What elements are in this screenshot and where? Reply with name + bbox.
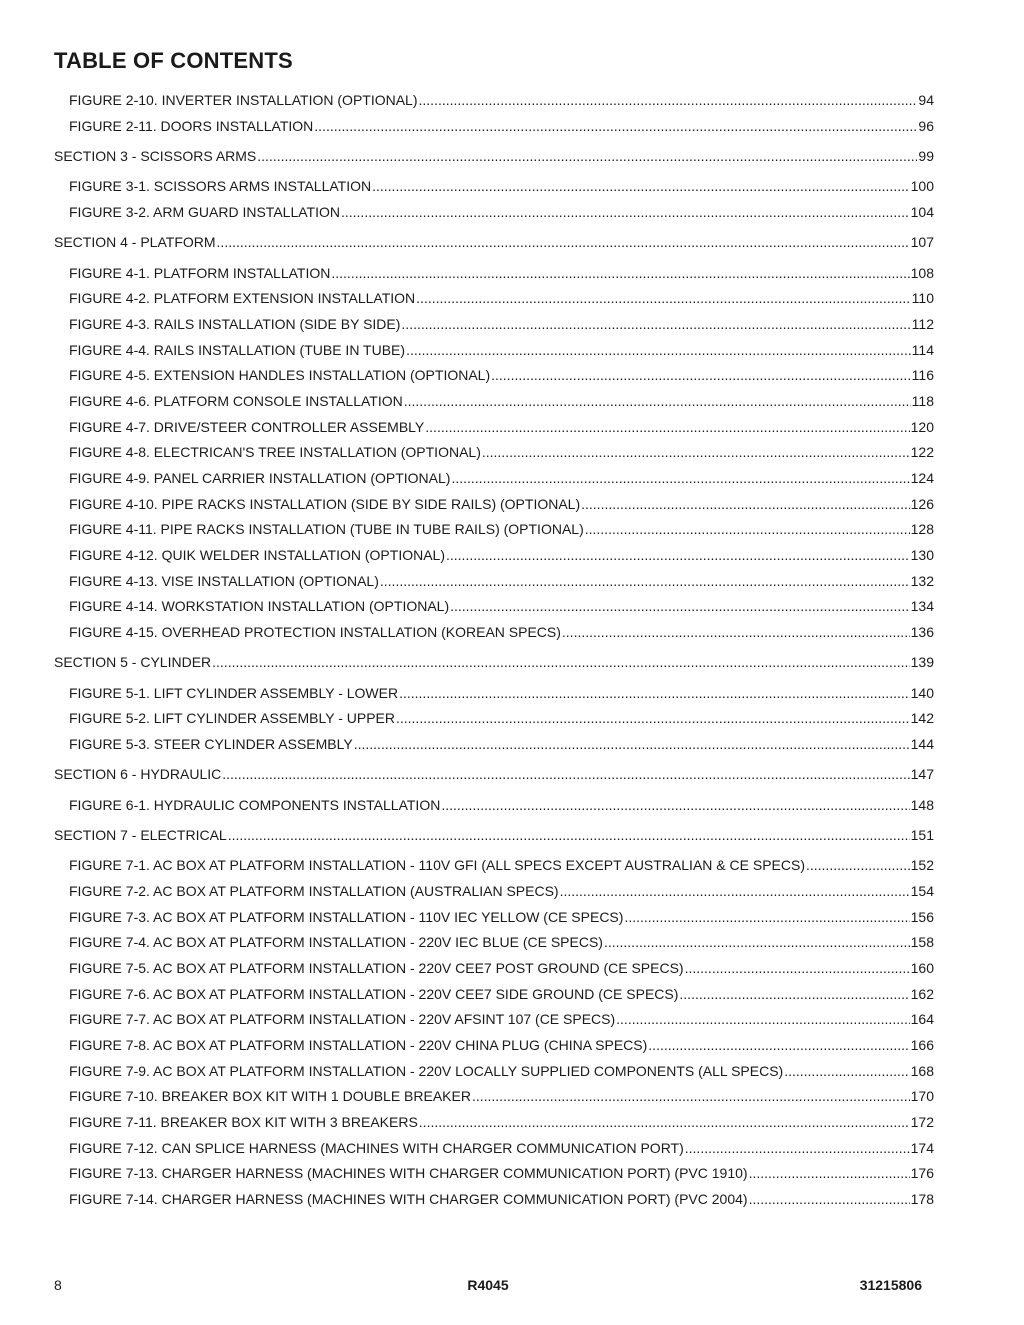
toc-dot-leader <box>331 261 909 287</box>
toc-dot-leader <box>380 569 910 595</box>
toc-dot-leader <box>212 650 910 676</box>
toc-entry-page: 126 <box>910 495 934 512</box>
toc-entry-page: 168 <box>910 1062 934 1079</box>
toc-figure-entry[interactable] <box>54 681 934 707</box>
toc-figure-entry[interactable] <box>54 793 934 819</box>
toc-dot-leader <box>560 879 910 905</box>
toc-entry-page: 134 <box>910 598 934 615</box>
toc-dot-leader <box>749 1161 910 1187</box>
toc-entry-page: 148 <box>910 796 934 813</box>
toc-entry-page: 136 <box>910 624 934 641</box>
toc-section-entry[interactable] <box>54 762 934 788</box>
toc-entry-label: SECTION 5 - CYLINDER <box>54 654 212 671</box>
toc-entry-page: 166 <box>910 1037 934 1053</box>
toc-entry-page: 152 <box>910 857 934 874</box>
toc-dot-leader <box>419 1110 910 1136</box>
toc-dot-leader <box>616 1007 909 1033</box>
toc-figure-entry[interactable] <box>54 879 934 905</box>
toc-entry-label: FIGURE 7-6. AC BOX AT PLATFORM INSTALLATION - 220V CEE7 SIDE GROUND (CE SPECS) <box>69 985 679 1002</box>
toc-entry-page: 99 <box>918 147 934 164</box>
toc-entry-label: FIGURE 4-14. WORKSTATION INSTALLATION (OPTIONAL) <box>69 598 450 615</box>
toc-entry-label: FIGURE 4-12. QUIK WELDER INSTALLATION (OPTIONAL) <box>69 547 445 564</box>
toc-dot-leader <box>257 144 917 170</box>
toc-entry-page: 124 <box>910 470 934 486</box>
toc-entry-label: FIGURE 4-15. OVERHEAD PROTECTION INSTALLATION (KOREAN SPECS) <box>69 624 561 641</box>
toc-entry-label: FIGURE 5-2. LIFT CYLINDER ASSEMBLY - UPPER <box>69 710 395 727</box>
toc-entry-page: 114 <box>911 341 934 358</box>
toc-entry-label: FIGURE 7-4. AC BOX AT PLATFORM INSTALLATION - 220V IEC BLUE (CE SPECS) <box>69 934 603 951</box>
toc-entry-label: FIGURE 5-1. LIFT CYLINDER ASSEMBLY - LOWER <box>69 684 399 701</box>
toc-dot-leader <box>341 200 910 226</box>
toc-entry-page: 156 <box>910 908 934 925</box>
toc-figure-entry[interactable] <box>54 1187 934 1213</box>
toc-figure-entry[interactable] <box>54 415 934 441</box>
page-title: TABLE OF CONTENTS <box>54 48 293 73</box>
toc-dot-leader <box>581 492 910 518</box>
toc-entry-page: 110 <box>911 290 934 307</box>
toc-entry-label: FIGURE 7-1. AC BOX AT PLATFORM INSTALLATION - 110V GFI (ALL SPECS EXCEPT AUSTRALIAN & CE SPECS) <box>69 857 805 874</box>
toc-entry-page: 112 <box>911 315 934 332</box>
toc-figure-entry[interactable] <box>54 440 934 466</box>
toc-figure-entry[interactable] <box>54 114 934 140</box>
toc-dot-leader <box>806 853 910 879</box>
toc-dot-leader <box>401 312 910 338</box>
toc-entry-label: FIGURE 7-9. AC BOX AT PLATFORM INSTALLATION - 220V LOCALLY SUPPLIED COMPONENTS (ALL SPECS) <box>69 1062 784 1079</box>
toc-entry-page: 174 <box>910 1139 934 1156</box>
toc-entry-page: 128 <box>910 521 934 538</box>
toc-figure-entry[interactable] <box>54 1033 934 1059</box>
toc-figure-entry[interactable] <box>54 389 934 415</box>
toc-entry-label: FIGURE 3-2. ARM GUARD INSTALLATION <box>69 203 340 220</box>
toc-entry-label: FIGURE 7-12. CAN SPLICE HARNESS (MACHINES WITH CHARGER COMMUNICATION PORT) <box>69 1139 684 1156</box>
toc-entry-label: FIGURE 7-3. AC BOX AT PLATFORM INSTALLATION - 110V IEC YELLOW (CE SPECS) <box>69 908 624 925</box>
toc-section-entry[interactable] <box>54 230 934 256</box>
toc-entry-page: 144 <box>910 736 934 753</box>
footer-page-number: 8 <box>54 1277 62 1293</box>
toc-figure-entry[interactable] <box>54 732 934 758</box>
toc-section-entry[interactable] <box>54 144 934 170</box>
toc-dot-leader <box>217 230 910 256</box>
toc-entry-label: FIGURE 4-2. PLATFORM EXTENSION INSTALLATION <box>69 290 416 307</box>
toc-entry-label: FIGURE 3-1. SCISSORS ARMS INSTALLATION <box>69 178 372 195</box>
toc-entry-label: FIGURE 7-5. AC BOX AT PLATFORM INSTALLATION - 220V CEE7 POST GROUND (CE SPECS) <box>69 959 684 976</box>
toc-entry-label: FIGURE 7-13. CHARGER HARNESS (MACHINES WITH CHARGER COMMUNICATION PORT) (PVC 1910) <box>69 1165 748 1182</box>
toc-entry-page: 94 <box>918 92 934 108</box>
toc-dot-leader <box>404 389 911 415</box>
toc-entry-label: FIGURE 2-10. INVERTER INSTALLATION (OPTIONAL) <box>69 92 418 108</box>
toc-dot-leader <box>228 823 910 849</box>
toc-entry-label: FIGURE 2-11. DOORS INSTALLATION <box>69 117 314 134</box>
toc-figure-entry[interactable] <box>54 1084 934 1110</box>
toc-figure-entry[interactable] <box>54 517 934 543</box>
toc-figure-entry[interactable] <box>54 88 934 114</box>
toc-entry-label: FIGURE 7-14. CHARGER HARNESS (MACHINES WITH CHARGER COMMUNICATION PORT) (PVC 2004) <box>69 1191 748 1208</box>
toc-entry-page: 116 <box>911 367 934 384</box>
toc-dot-leader <box>419 88 918 114</box>
toc-dot-leader <box>685 1136 910 1162</box>
toc-dot-leader <box>399 681 910 707</box>
toc-entry-label: FIGURE 5-3. STEER CYLINDER ASSEMBLY <box>69 736 353 753</box>
toc-entry-page: 147 <box>910 766 934 783</box>
toc-section-entry[interactable] <box>54 650 934 676</box>
toc-figure-entry[interactable] <box>54 620 934 646</box>
toc-list <box>54 88 934 1213</box>
toc-dot-leader <box>450 594 910 620</box>
toc-dot-leader <box>472 1084 910 1110</box>
toc-dot-leader <box>648 1033 909 1059</box>
toc-dot-leader <box>314 114 917 140</box>
toc-entry-label: SECTION 3 - SCISSORS ARMS <box>54 147 257 164</box>
toc-entry-label: SECTION 4 - PLATFORM <box>54 234 216 251</box>
toc-dot-leader <box>354 732 910 758</box>
toc-figure-entry[interactable] <box>54 956 934 982</box>
toc-dot-leader <box>679 982 909 1008</box>
toc-entry-page: 162 <box>910 985 934 1002</box>
toc-dot-leader <box>372 174 910 200</box>
footer-model: R4045 <box>467 1277 509 1293</box>
toc-figure-entry[interactable] <box>54 594 934 620</box>
toc-figure-entry[interactable] <box>54 363 934 389</box>
toc-entry-label: FIGURE 7-10. BREAKER BOX KIT WITH 1 DOUBLE BREAKER <box>69 1088 471 1105</box>
toc-entry-label: FIGURE 6-1. HYDRAULIC COMPONENTS INSTALLATION <box>69 796 441 813</box>
toc-entry-page: 130 <box>910 547 934 564</box>
toc-entry-label: FIGURE 4-8. ELECTRICAN'S TREE INSTALLATION (OPTIONAL) <box>69 444 481 461</box>
toc-figure-entry[interactable] <box>54 492 934 518</box>
toc-entry-label: SECTION 6 - HYDRAULIC <box>54 766 222 783</box>
toc-figure-entry[interactable] <box>54 286 934 312</box>
toc-entry-page: 100 <box>910 178 934 195</box>
toc-entry-page: 132 <box>910 572 934 589</box>
toc-figure-entry[interactable] <box>54 853 934 879</box>
toc-figure-entry[interactable] <box>54 174 934 200</box>
toc-entry-label: FIGURE 4-9. PANEL CARRIER INSTALLATION (OPTIONAL) <box>69 470 451 486</box>
toc-dot-leader <box>446 543 910 569</box>
toc-dot-leader <box>396 706 910 732</box>
toc-dot-leader <box>749 1187 910 1213</box>
toc-entry-page: 122 <box>910 444 934 461</box>
toc-figure-entry[interactable] <box>54 312 934 338</box>
toc-figure-entry[interactable] <box>54 1161 934 1187</box>
toc-entry-label: SECTION 7 - ELECTRICAL <box>54 826 227 843</box>
toc-figure-entry[interactable] <box>54 905 934 931</box>
toc-figure-entry[interactable] <box>54 1059 934 1085</box>
toc-entry-page: 120 <box>910 418 934 435</box>
toc-entry-label: FIGURE 4-3. RAILS INSTALLATION (SIDE BY SIDE) <box>69 315 401 332</box>
toc-entry-label: FIGURE 7-7. AC BOX AT PLATFORM INSTALLATION - 220V AFSINT 107 (CE SPECS) <box>69 1011 616 1028</box>
toc-figure-entry[interactable] <box>54 543 934 569</box>
toc-figure-entry[interactable] <box>54 1110 934 1136</box>
toc-dot-leader <box>416 286 911 312</box>
toc-entry-page: 139 <box>910 654 934 671</box>
toc-entry-page: 107 <box>910 234 934 251</box>
toc-entry-label: FIGURE 7-2. AC BOX AT PLATFORM INSTALLATION (AUSTRALIAN SPECS) <box>69 882 559 899</box>
toc-entry-page: 96 <box>918 117 934 134</box>
toc-dot-leader <box>784 1059 909 1085</box>
toc-figure-entry[interactable] <box>54 982 934 1008</box>
toc-figure-entry[interactable] <box>54 1136 934 1162</box>
toc-entry-label: FIGURE 7-8. AC BOX AT PLATFORM INSTALLATION - 220V CHINA PLUG (CHINA SPECS) <box>69 1037 648 1053</box>
toc-entry-label: FIGURE 7-11. BREAKER BOX KIT WITH 3 BREAKERS <box>69 1114 418 1131</box>
toc-entry-page: 151 <box>910 826 934 843</box>
toc-entry-page: 178 <box>910 1191 934 1208</box>
toc-entry-page: 172 <box>910 1114 934 1131</box>
toc-figure-entry[interactable] <box>54 466 934 492</box>
toc-entry-page: 176 <box>910 1165 934 1182</box>
toc-dot-leader <box>585 517 910 543</box>
toc-entry-page: 140 <box>910 684 934 701</box>
toc-entry-label: FIGURE 4-11. PIPE RACKS INSTALLATION (TUBE IN TUBE RAILS) (OPTIONAL) <box>69 521 584 538</box>
toc-dot-leader <box>441 793 909 819</box>
toc-entry-label: FIGURE 4-5. EXTENSION HANDLES INSTALLATION (OPTIONAL) <box>69 367 491 384</box>
toc-figure-entry[interactable] <box>54 706 934 732</box>
toc-dot-leader <box>624 905 909 931</box>
toc-figure-entry[interactable] <box>54 338 934 364</box>
toc-entry-page: 170 <box>910 1088 934 1105</box>
toc-figure-entry[interactable] <box>54 930 934 956</box>
toc-entry-label: FIGURE 4-10. PIPE RACKS INSTALLATION (SIDE BY SIDE RAILS) (OPTIONAL) <box>69 495 581 512</box>
toc-section-entry[interactable] <box>54 823 934 849</box>
toc-dot-leader <box>222 762 909 788</box>
toc-dot-leader <box>451 466 909 492</box>
toc-entry-page: 160 <box>910 959 934 976</box>
toc-dot-leader <box>482 440 910 466</box>
toc-dot-leader <box>562 620 910 646</box>
toc-dot-leader <box>685 956 910 982</box>
footer-doc-number: 31215806 <box>859 1277 922 1293</box>
toc-entry-label: FIGURE 4-7. DRIVE/STEER CONTROLLER ASSEMBLY <box>69 418 425 435</box>
toc-dot-leader <box>604 930 910 956</box>
toc-entry-page: 158 <box>910 934 934 951</box>
toc-figure-entry[interactable] <box>54 261 934 287</box>
toc-entry-label: FIGURE 4-13. VISE INSTALLATION (OPTIONAL) <box>69 572 379 589</box>
toc-entry-label: FIGURE 4-1. PLATFORM INSTALLATION <box>69 264 331 281</box>
toc-entry-page: 154 <box>910 882 934 899</box>
toc-entry-page: 108 <box>910 264 934 281</box>
toc-entry-page: 104 <box>910 203 934 220</box>
toc-figure-entry[interactable] <box>54 200 934 226</box>
toc-entry-page: 142 <box>910 710 934 727</box>
toc-dot-leader <box>406 338 911 364</box>
toc-figure-entry[interactable] <box>54 1007 934 1033</box>
toc-entry-page: 164 <box>910 1011 934 1028</box>
page-footer <box>54 1277 922 1297</box>
toc-dot-leader <box>491 363 911 389</box>
toc-entry-page: 118 <box>911 392 934 409</box>
toc-figure-entry[interactable] <box>54 569 934 595</box>
toc-entry-label: FIGURE 4-4. RAILS INSTALLATION (TUBE IN TUBE) <box>69 341 406 358</box>
toc-dot-leader <box>425 415 909 441</box>
toc-entry-label: FIGURE 4-6. PLATFORM CONSOLE INSTALLATION <box>69 392 403 409</box>
